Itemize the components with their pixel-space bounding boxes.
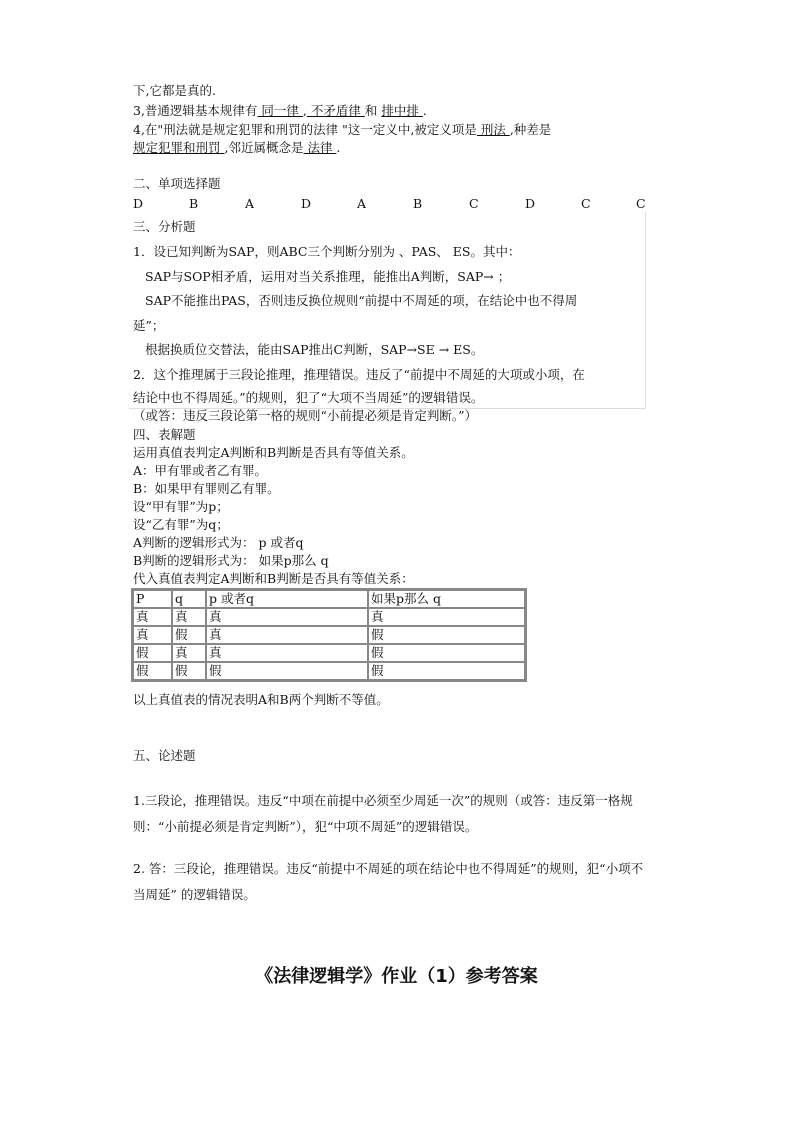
text: 和 xyxy=(364,103,382,118)
text: ,种差是 xyxy=(509,122,552,137)
table-cell: 真 xyxy=(172,608,206,626)
answer-item: B xyxy=(189,196,199,211)
answer-item: A xyxy=(357,196,367,211)
text-line: A判断的逻辑形式为： p 或者q xyxy=(133,535,304,550)
text-line: 设“甲有罪”为p； xyxy=(133,499,229,514)
text-line: 2．这个推理属于三段论推理，推理错误。违反了“前提中不周延的大项或小项，在 xyxy=(133,367,585,382)
table-cell: 假 xyxy=(368,644,525,662)
text-line: 结论中也不得周延。”的规则，犯了“大项不当周延”的逻辑错误。 xyxy=(133,390,484,405)
answer-item: D xyxy=(133,196,144,211)
table-cell: 真 xyxy=(206,644,368,662)
text-line: 以上真值表的情况表明A和B两个判断不等值。 xyxy=(133,692,389,707)
table-row xyxy=(133,608,525,626)
text-line: 代入真值表判定A判断和B判断是否具有等值关系： xyxy=(133,571,414,586)
text-line: 延”； xyxy=(133,318,165,333)
text: . xyxy=(422,103,427,118)
table-cell: 假 xyxy=(133,644,172,662)
answer-item: A xyxy=(245,196,255,211)
answer-item: D xyxy=(525,196,536,211)
text-line: 根据换质位交替法，能由SAP推出C判断，SAP→SE → ES。 xyxy=(145,342,484,357)
text: . xyxy=(336,140,341,155)
table-cell: 假 xyxy=(206,662,368,680)
answer-blank: 刑法 xyxy=(476,122,510,137)
table-cell: 真 xyxy=(368,608,525,626)
answer-blank: 法律 xyxy=(303,140,337,155)
text-line: 运用真值表判定A判断和B判断是否具有等值关系。 xyxy=(133,445,414,460)
section-title: 二、单项选择题 xyxy=(133,176,221,191)
text: ,邻近属概念是 xyxy=(224,140,304,155)
table-cell: 真 xyxy=(206,626,368,644)
text: 4,在"刑法就是规定犯罪和刑罚的法律 "这一定义中,被定义项是 xyxy=(133,122,477,137)
answer-item: B xyxy=(413,196,423,211)
table-cell: 真 xyxy=(172,644,206,662)
table-header-cell: p 或者q xyxy=(206,590,368,608)
table-cell: 假 xyxy=(368,626,525,644)
text: 3,普通逻辑基本规律有 xyxy=(133,103,258,118)
text-line xyxy=(133,140,340,156)
table-cell: 假 xyxy=(133,662,172,680)
table-cell: 假 xyxy=(368,662,525,680)
text-line: （或答：违反三段论第一格的规则“小前提必须是肯定判断。”） xyxy=(133,408,478,423)
table-header-cell: q xyxy=(172,590,206,608)
table-cell: 真 xyxy=(133,626,172,644)
answer-blank: 规定犯罪和刑罚 xyxy=(133,140,225,155)
section-title: 五、论述题 xyxy=(133,748,196,763)
truth-table xyxy=(131,588,527,682)
text-line: SAP不能推出PAS，否则违反换位规则“前提中不周延的项，在结论中也不得周 xyxy=(145,293,578,308)
table-row xyxy=(133,644,525,662)
text-line: SAP与SOP相矛盾，运用对当关系推理，能推出A判断，SAP→ ； xyxy=(145,269,511,284)
section-title: 三、分析题 xyxy=(133,219,196,234)
text-line xyxy=(133,122,551,138)
table-row xyxy=(133,662,525,680)
text-line: 下,它都是真的. xyxy=(133,83,216,98)
text-line: B判断的逻辑形式为： 如果p那么 q xyxy=(133,553,329,568)
answer-item: C xyxy=(469,196,479,211)
text-line xyxy=(133,103,427,119)
text: , xyxy=(302,103,307,118)
table-cell: 真 xyxy=(206,608,368,626)
answer-item: C xyxy=(581,196,591,211)
page-title: 《法律逻辑学》作业（1）参考答案 xyxy=(255,966,538,987)
paragraph: 1.三段论，推理错误。违反“中项在前提中必须至少周延一次”的规则（或答：违反第一格规则：“小前提必须是肯定判断”），犯“中项不周延”的逻辑错误。 xyxy=(133,793,633,834)
table-cell: 真 xyxy=(133,608,172,626)
answer-blank: 同一律 xyxy=(257,103,303,118)
text-line: 1．设已知判断为SAP，则ABC三个判断分别为 、PAS、 ES。其中： xyxy=(133,244,521,259)
paragraph: 2. 答：三段论，推理错误。违反“前提中不周延的项在结论中也不得周延”的规则，犯“小项不当周延” 的逻辑错误。 xyxy=(133,861,644,902)
section-title: 四、表解题 xyxy=(133,427,196,442)
answer-item: D xyxy=(301,196,312,211)
table-header-cell: P xyxy=(133,590,172,608)
answer-blank: 不矛盾律 xyxy=(306,103,365,118)
table-cell: 假 xyxy=(172,662,206,680)
table-cell: 假 xyxy=(172,626,206,644)
table-row xyxy=(133,626,525,644)
text-line: B：如果甲有罪则乙有罪。 xyxy=(133,481,280,496)
table-header-cell: 如果p那么 q xyxy=(368,590,525,608)
answer-blank: 排中排 xyxy=(381,103,423,118)
table-header-row xyxy=(133,590,525,608)
text-line: A：甲有罪或者乙有罪。 xyxy=(133,463,268,478)
answer-item: C xyxy=(636,196,646,211)
text-line: 设“乙有罪”为q； xyxy=(133,517,229,532)
